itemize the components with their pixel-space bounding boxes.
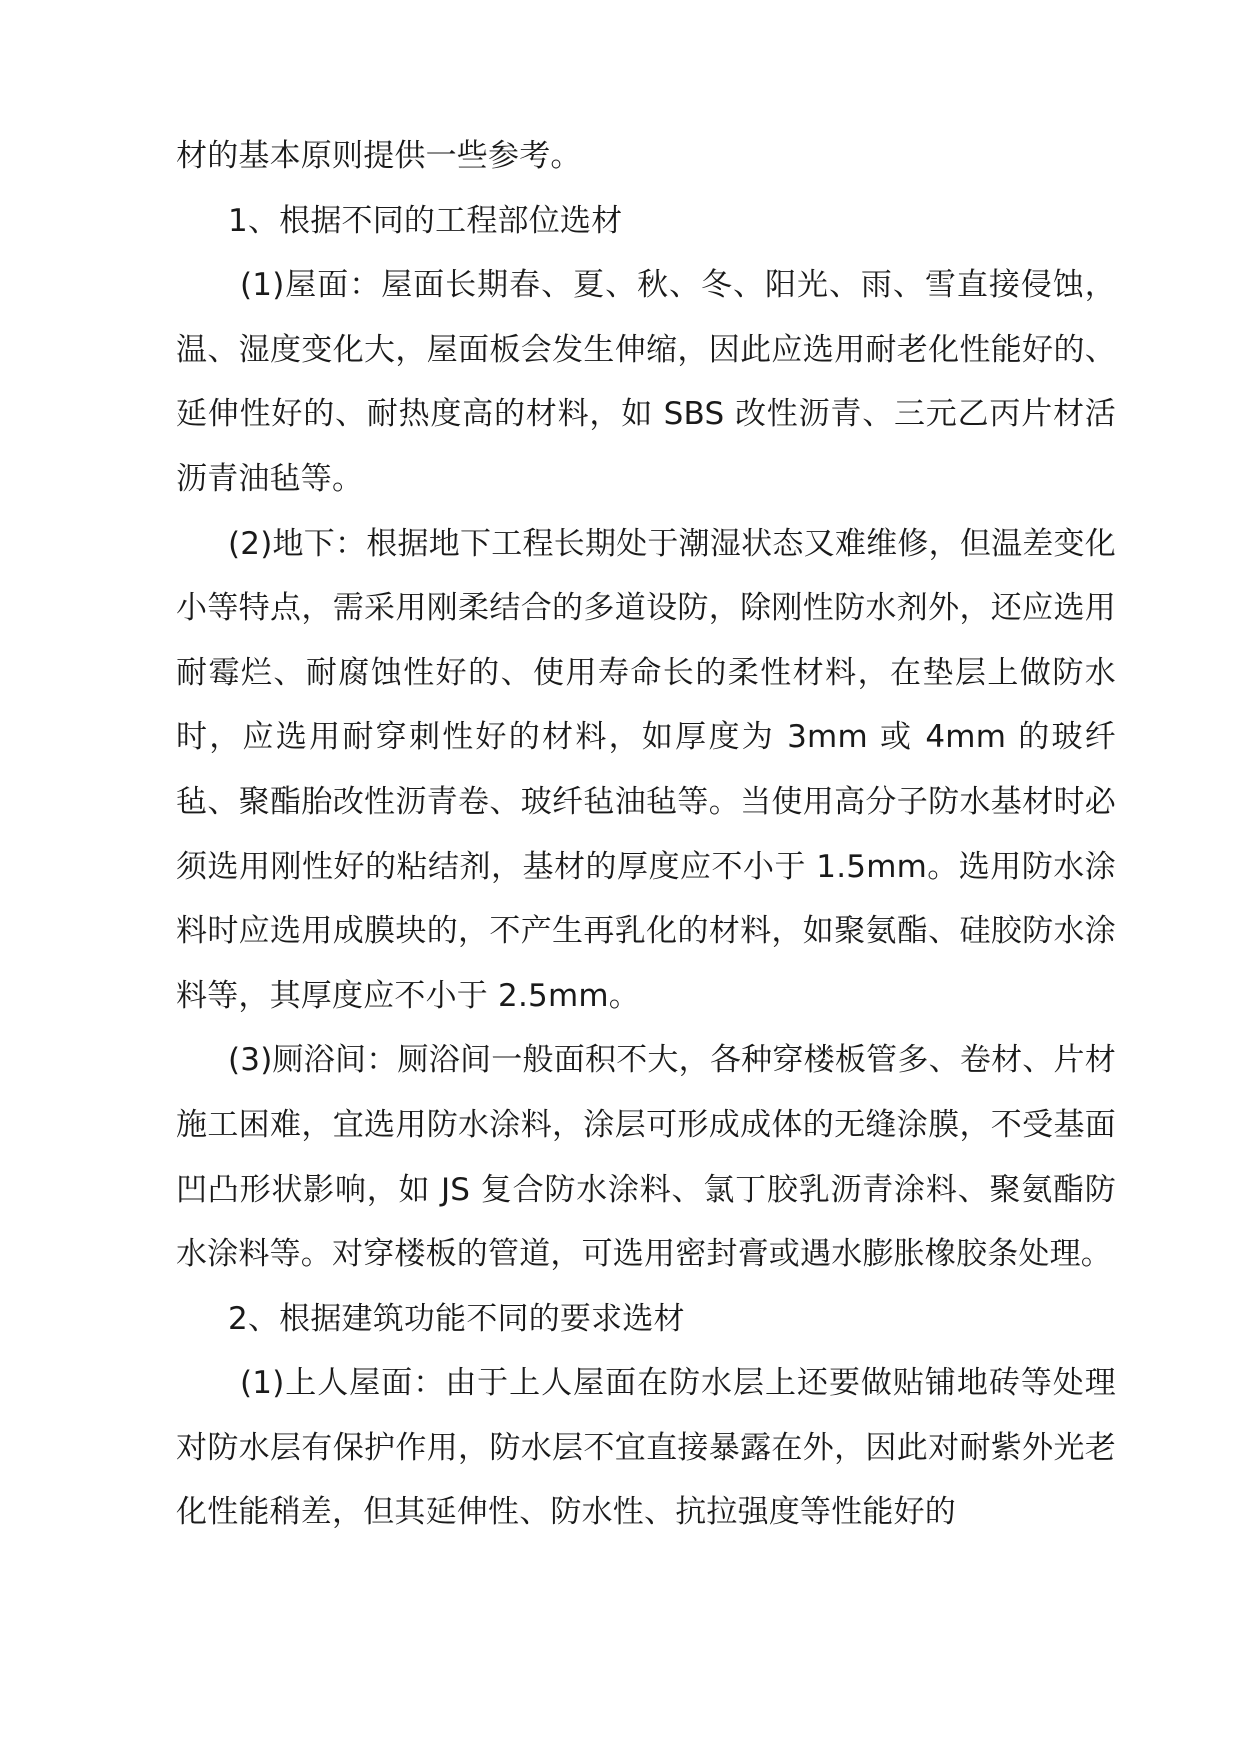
paragraph-underground: (2)地下：根据地下工程长期处于潮湿状态又难维修，但温差变化小等特点，需采用刚柔结合的多道设防，除刚性防水剂外，还应选用耐霉烂、耐腐蚀性好的、使用寿命长的柔性材料，在垫层上做防水时，应选用耐穿刺性好的材料，如厚度为 3mm 或 4mm 的玻纤毡、聚酯胎改性沥青卷、玻纤毡油毡等。当使用高分子防水基材时必须选用刚性好的粘结剂，基材的厚度应不小于 1.5mm。选用防水涂料时应选用成膜块的，不产生再乳化的材料，如聚氨酯、硅胶防水涂料等，其厚度应不小于 2.5mm。 xyxy=(176,525,1116,1014)
document-body xyxy=(176,124,1116,1545)
heading-section-1: 1、根据不同的工程部位选材 xyxy=(228,202,623,239)
paragraph-accessible-roof: (1)上人屋面：由于上人屋面在防水层上还要做贴铺地砖等处理对防水层有保护作用，防水层不宜直接暴露在外，因此对耐紫外光老化性能稍差，但其延伸性、防水性、抗拉强度等性能好的 xyxy=(176,1365,1116,1531)
heading-section-2: 2、根据建筑功能不同的要求选材 xyxy=(228,1300,685,1337)
paragraph-continuation: 材的基本原则提供一些参考。 xyxy=(176,138,582,174)
paragraph-bathroom: (3)厕浴间：厕浴间一般面积不大，各种穿楼板管多、卷材、片材施工困难，宜选用防水涂料，涂层可形成成体的无缝涂膜，不受基面凹凸形状影响，如 JS 复合防水涂料、氯丁胶乳沥青涂料、聚氨酯防水涂料等。对穿楼板的管道，可选用密封膏或遇水膨胀橡胶条处理。 xyxy=(176,1042,1116,1273)
paragraph-roof: (1)屋面：屋面长期春、夏、秋、冬、阳光、雨、雪直接侵蚀，温、湿度变化大，屋面板会发生伸缩，因此应选用耐老化性能好的、延伸性好的、耐热度高的材料，如 SBS 改性沥青、三元乙丙片材活沥青油毡等。 xyxy=(176,267,1116,497)
